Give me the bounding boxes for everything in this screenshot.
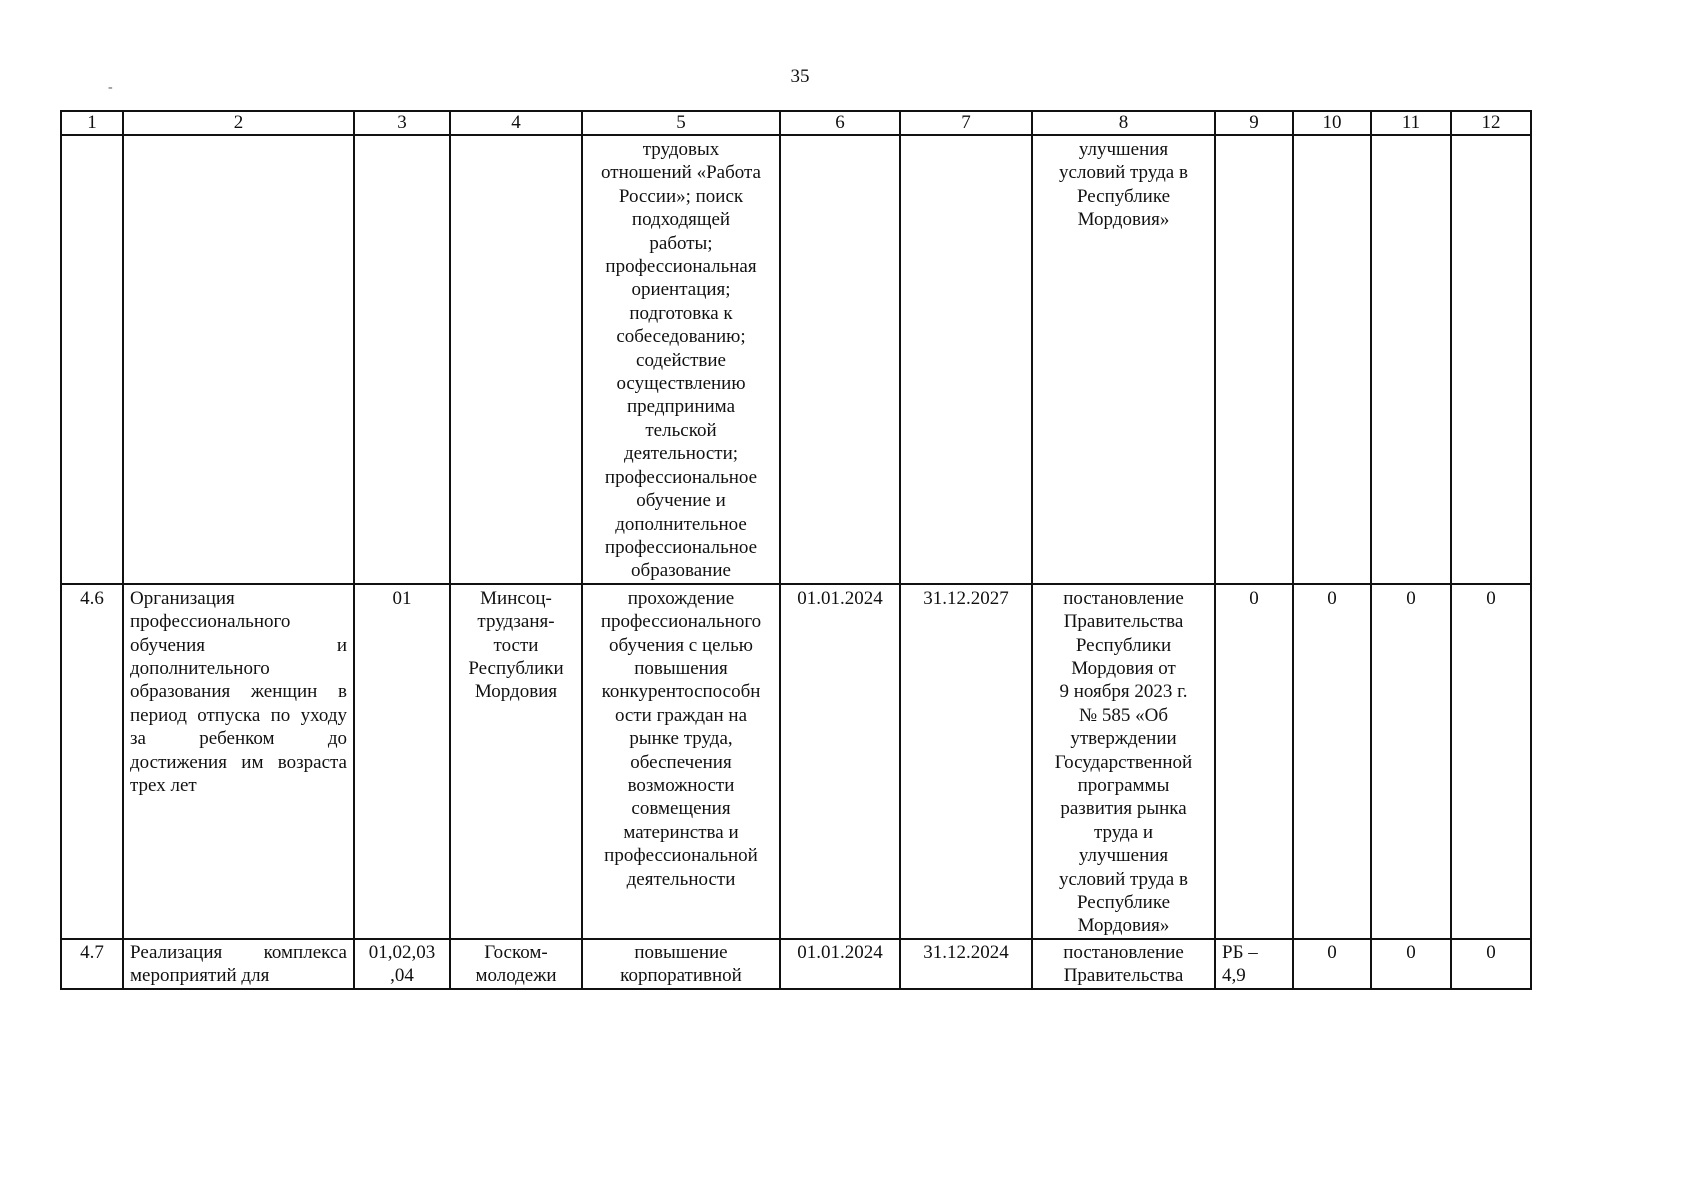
basis-cell: улучшения условий труда в Республике Мордовия» [1032, 135, 1215, 584]
result-cell: трудовых отношений «Работа России»; поиск подходящей работы; профессиональная ориентация; подготовка к собеседованию; содействие осуществлению предпринима тельской деятельности; профессиональное обучение и дополнительное профессиональное образование [582, 135, 780, 584]
table-cell [123, 135, 354, 584]
basis-cell: постановление Правительства [1032, 939, 1215, 989]
result-cell: повышение корпоративной [582, 939, 780, 989]
end-date-cell: 31.12.2024 [900, 939, 1032, 989]
column-header: 6 [780, 111, 900, 135]
basis-cell: постановление Правительства Республики Мордовия от 9 ноября 2023 г. № 585 «Об утверждении Государственной программы развития рынка труда и улучшения условий труда в Республике Мордовия» [1032, 584, 1215, 939]
column-header: 11 [1371, 111, 1451, 135]
table-cell [61, 135, 123, 584]
column-header: 8 [1032, 111, 1215, 135]
start-date-cell: 01.01.2024 [780, 939, 900, 989]
column-header: 4 [450, 111, 582, 135]
executor-cell: Госком- молодежи [450, 939, 582, 989]
code-cell: 01 [354, 584, 450, 939]
funding-cell: 0 [1451, 584, 1531, 939]
funding-cell: 0 [1293, 939, 1371, 989]
measure-name-cell: Реализация комплекса мероприятий для [123, 939, 354, 989]
item-number-cell: 4.7 [61, 939, 123, 989]
column-header: 9 [1215, 111, 1293, 135]
table-cell [1293, 135, 1371, 584]
funding-cell: 0 [1371, 939, 1451, 989]
funding-cell: 0 [1215, 584, 1293, 939]
result-cell: прохождение профессионального обучения с целью повышения конкурентоспособн ости граждан на рынке труда, обеспечения возможности совмещения материнства и профессиональной деятельности [582, 584, 780, 939]
column-header: 12 [1451, 111, 1531, 135]
executor-cell: Минсоц- трудзаня- тости Республики Мордовия [450, 584, 582, 939]
funding-cell: 0 [1451, 939, 1531, 989]
end-date-cell: 31.12.2027 [900, 584, 1032, 939]
table-cell [1371, 135, 1451, 584]
funding-cell: РБ – 4,9 [1215, 939, 1293, 989]
funding-cell: 0 [1371, 584, 1451, 939]
measures-table [60, 110, 1532, 990]
table-row-continuation [61, 135, 1531, 584]
table-cell [450, 135, 582, 584]
code-cell: 01,02,03 ,04 [354, 939, 450, 989]
item-number-cell: 4.6 [61, 584, 123, 939]
table-cell [354, 135, 450, 584]
table-row [61, 939, 1531, 989]
column-header: 1 [61, 111, 123, 135]
column-header: 5 [582, 111, 780, 135]
table-cell [900, 135, 1032, 584]
column-header: 7 [900, 111, 1032, 135]
funding-cell: 0 [1293, 584, 1371, 939]
measure-name-cell: Организация профессионального обучения и дополнительного образования женщин в период отпуска по уходу за ребенком до достижения им возраста трех лет [123, 584, 354, 939]
table-row [61, 584, 1531, 939]
scan-mark: - [108, 80, 113, 95]
column-number-header-row [61, 111, 1531, 135]
table-cell [780, 135, 900, 584]
column-header: 10 [1293, 111, 1371, 135]
page-number: 35 [790, 66, 810, 87]
table-cell [1215, 135, 1293, 584]
column-header: 3 [354, 111, 450, 135]
column-header: 2 [123, 111, 354, 135]
start-date-cell: 01.01.2024 [780, 584, 900, 939]
table-cell [1451, 135, 1531, 584]
